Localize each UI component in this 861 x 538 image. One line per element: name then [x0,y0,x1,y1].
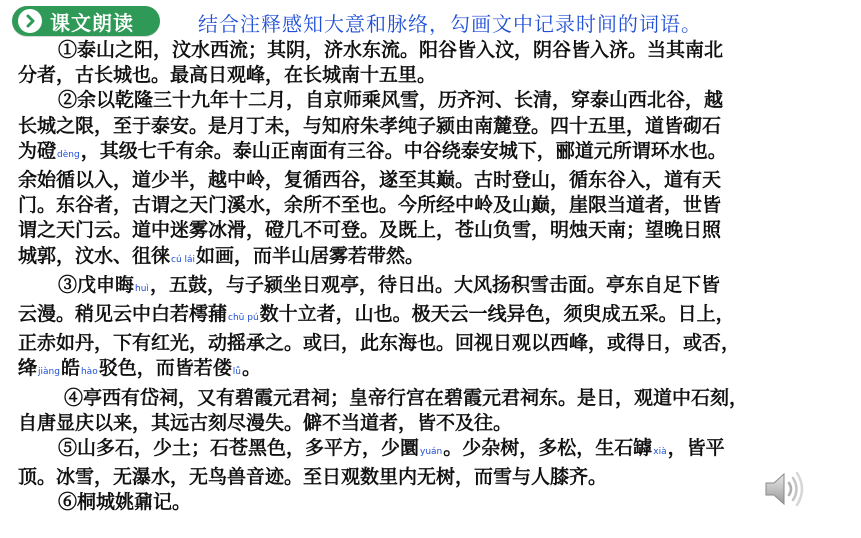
pinyin-annotation: huì [135,283,149,294]
text-line [18,386,838,411]
text-segment: 驳色，而皆若偻 [98,357,232,380]
paragraph-1 [18,38,838,88]
text-segment: 数十立者，山也。极天云一线异色，须臾成五采。日上， [259,303,735,326]
text-segment: ④亭西有岱祠，又有碧霞元君祠；皇帝行宫在碧霞元君祠东。是日，观道中石刻， [64,386,749,409]
article-body [18,38,838,516]
text-line [18,490,838,515]
text-segment: 。少杂树，多松，生石罅 [443,437,653,460]
text-line [18,193,838,218]
pinyin-annotation: hào [80,367,98,378]
text-segment: ，皆平 [667,437,725,460]
text-segment: ①泰山之阳，汶水西流；其阴，济水东流。阳谷皆入汶，阴谷皆入济。当其南北 [58,39,724,61]
text-segment: ⑤山多石，少土；石苍黑色，多平方，少圜 [58,437,420,460]
text-line [18,218,838,243]
text-segment: ②余以乾隆三十九年十二月，自京师乘风雪，历齐河、长清，穿泰山西北谷，越 [58,89,724,112]
text-line [18,331,838,356]
speaker-icon[interactable] [760,468,808,510]
text-segment: 顶。冰雪，无瀑水，无鸟兽音迹。至日观数里内无树，而雪与人膝齐。 [18,466,608,489]
text-line [18,273,838,302]
section-tag-label: 课文朗读 [50,10,134,35]
text-line [18,244,838,273]
text-line [18,168,838,193]
pinyin-annotation: xià [653,447,667,458]
text-segment: 谓之天门云。道中迷雾冰滑，磴几不可登。及既上，苍山负雪，明烛天南；望晚日照 [18,219,722,242]
text-segment: 为磴 [18,139,57,162]
text-line [18,356,838,385]
pinyin-annotation: cú lái [171,254,196,265]
text-segment: 分者，古长城也。最高日观峰，在长城南十五里。 [18,64,437,87]
text-segment: 余始循以入，道少半，越中岭，复循西谷，遂至其巅。古时登山，循东谷入，道有天 [18,169,722,192]
text-line [18,139,838,168]
paragraph-3 [18,273,838,386]
text-segment: 门。东谷者，古谓之天门溪水，余所不至也。今所经中岭及山巅，崖限当道者，世皆 [18,194,722,217]
paragraph-2 [18,88,838,272]
instruction-text: 结合注释感知大意和脉络，勾画文中记录时间的词语。 [198,12,702,36]
text-segment: 绛 [18,357,38,380]
text-segment: 云漫。稍见云中白若樗蒱 [18,303,228,326]
play-arrow-icon [18,9,42,33]
section-tag [12,6,160,36]
text-line [18,436,838,465]
text-line [18,63,838,88]
paragraph-4 [18,386,838,436]
text-segment: ③戊申晦 [58,273,135,296]
text-segment: 皓 [60,357,80,380]
text-line [18,465,838,490]
text-line [18,302,838,331]
pinyin-annotation: dèng [57,149,80,160]
paragraph-6 [18,490,838,515]
text-line [18,38,838,63]
pinyin-annotation: chū pú [228,313,259,324]
pinyin-annotation: yuán [420,447,443,458]
pinyin-annotation: jiàng [38,367,60,378]
text-segment: ⑥桐城姚鼐记。 [58,491,192,514]
text-segment: ，其级七千有余。泰山正南面有三谷。中谷绕泰安城下，郦道元所谓环水也。 [80,139,727,162]
text-segment: 自唐显庆以来，其远古刻尽漫失。僻不当道者，皆不及往。 [18,411,513,434]
text-segment: 正赤如丹，下有红光，动摇承之。或曰，此东海也。回视日观以西峰，或得日，或否， [18,332,741,355]
pinyin-annotation: lǚ [232,367,241,378]
text-segment: 如画，而半山居雾若带然。 [196,244,425,267]
text-segment: 长城之限，至于泰安。是月丁未，与知府朱孝纯子颍由南麓登。四十五里，道皆砌石 [18,114,722,137]
text-segment: 。 [241,357,261,380]
paragraph-5 [18,436,838,490]
text-line [18,114,838,139]
text-segment: 城郭，汶水、徂徕 [18,244,171,267]
text-line [18,88,838,113]
text-line [18,411,838,436]
text-segment: ，五鼓，与子颍坐日观亭，待日出。大风扬积雪击面。亭东自足下皆 [149,273,720,296]
